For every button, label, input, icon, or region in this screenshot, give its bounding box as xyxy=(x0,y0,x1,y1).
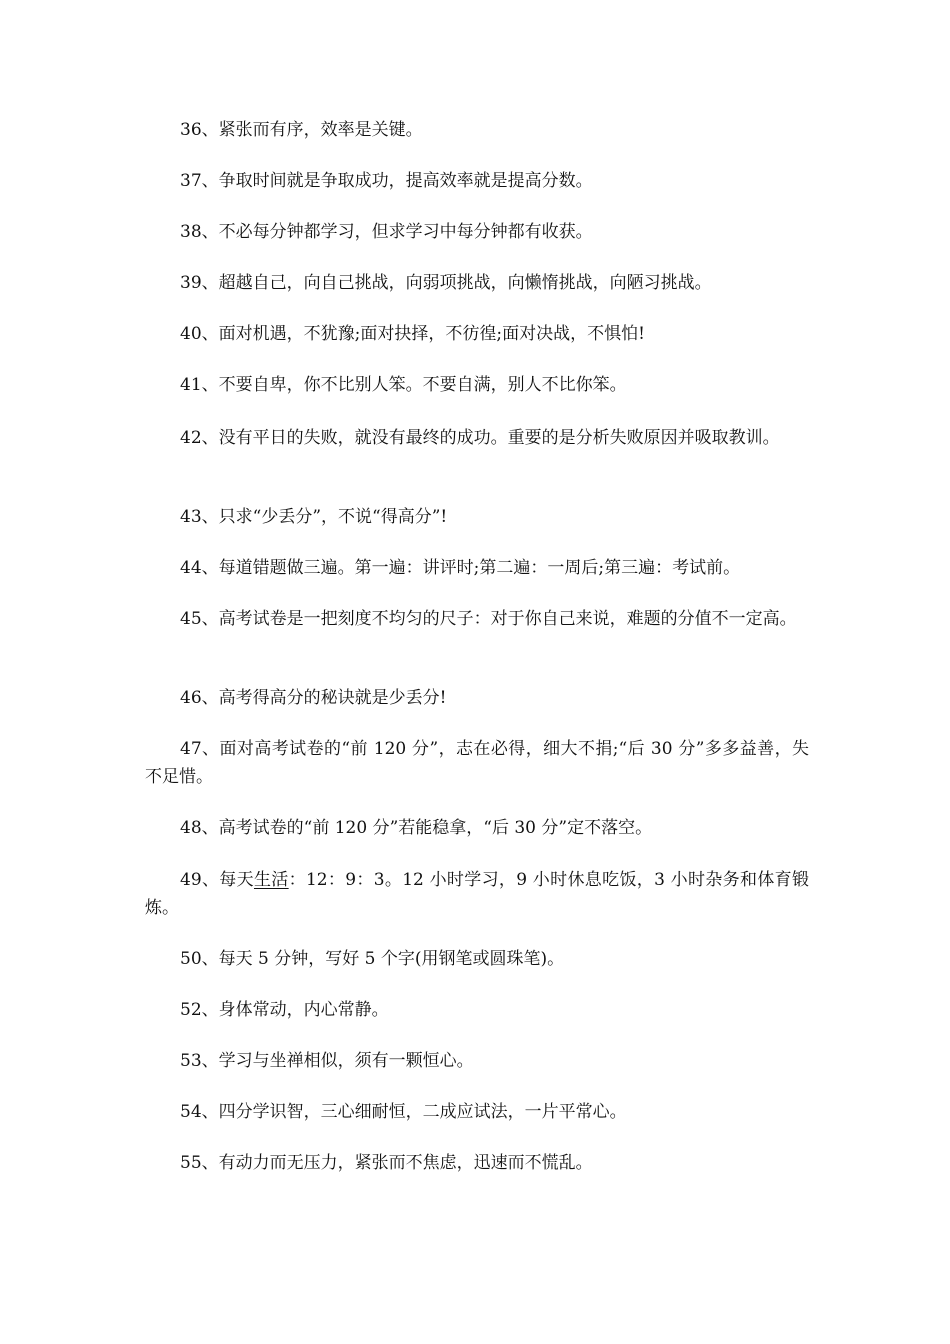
list-item-50: 50、每天 5 分钟，写好 5 个字(用钢笔或圆珠笔)。 xyxy=(180,949,565,969)
list-item-38: 38、不必每分钟都学习，但求学习中每分钟都有收获。 xyxy=(180,222,593,242)
living-link[interactable]: 生活 xyxy=(253,870,289,890)
list-item-54: 54、四分学识智，三心细耐恒，二成应试法，一片平常心。 xyxy=(180,1102,627,1122)
list-item-45: 45、高考试卷是一把刻度不均匀的尺子：对于你自己来说，难题的分值不一定高。 xyxy=(180,609,797,629)
list-item-40: 40、面对机遇，不犹豫;面对抉择，不彷徨;面对决战，不惧怕! xyxy=(180,324,645,344)
list-item-52: 52、身体常动，内心常静。 xyxy=(180,1000,389,1020)
list-item-43: 43、只求“少丢分”，不说“得高分”! xyxy=(180,507,448,527)
list-item-49-rest: ：12：9：3。12 小时学习，9 小时休息吃饭，3 小时杂务和体育锻炼。 xyxy=(145,870,809,918)
list-item-47: 47、面对高考试卷的“前 120 分”，志在必得，细大不捐;“后 30 分”多多益善，失不足惜。 xyxy=(145,739,809,787)
list-item-49 xyxy=(145,866,809,922)
list-item-39: 39、超越自己，向自己挑战，向弱项挑战，向懒惰挑战，向陋习挑战。 xyxy=(180,273,712,293)
list-item-49-prefix: 49、每天 xyxy=(180,870,254,890)
list-item-53: 53、学习与坐禅相似，须有一颗恒心。 xyxy=(180,1051,474,1071)
list-item-36: 36、紧张而有序，效率是关键。 xyxy=(180,120,423,140)
list-item-41: 41、不要自卑，你不比别人笨。不要自满，别人不比你笨。 xyxy=(180,375,627,395)
list-item-42: 42、没有平日的失败，就没有最终的成功。重要的是分析失败原因并吸取教训。 xyxy=(180,428,780,448)
list-item-46: 46、高考得高分的秘诀就是少丢分! xyxy=(180,688,447,708)
list-item-37: 37、争取时间就是争取成功，提高效率就是提高分数。 xyxy=(180,171,593,191)
list-item-55: 55、有动力而无压力，紧张而不焦虑，迅速而不慌乱。 xyxy=(180,1153,593,1173)
list-item-48: 48、高考试卷的“前 120 分”若能稳拿，“后 30 分”定不落空。 xyxy=(180,818,653,838)
list-item-44: 44、每道错题做三遍。第一遍：讲评时;第二遍：一周后;第三遍：考试前。 xyxy=(180,558,741,578)
